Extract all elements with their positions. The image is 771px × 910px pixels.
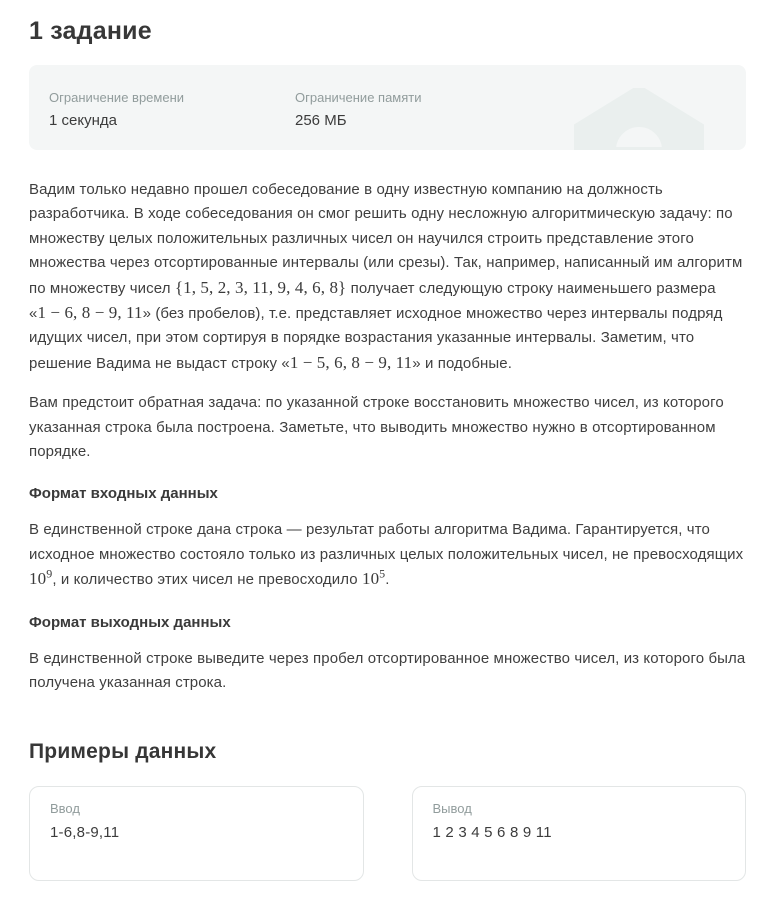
statement-text: » и подобные.	[412, 354, 513, 372]
statement-text: Вадим только недавно прошел собеседование в одну известную компанию на должность разработчика. В ходе собеседования он смог решить одну несложную алгоритмическую задачу: по множеству целых положительных различных чисел он научился строить представление этого множества через отсортированные интервалы (или срезы). Так, например, написанный им алгоритм по множеству чисел	[29, 181, 743, 297]
input-format-paragraph	[29, 518, 746, 592]
math-base: 10	[361, 569, 380, 589]
sample-input-label: Ввод	[50, 800, 80, 816]
problem-statement	[29, 178, 746, 696]
statement-text: В единственной строке дана строка — результат работы алгоритма Вадима. Гарантируется, что исходное множество состояло только из различных целых положительных чисел, не превосходящих	[29, 521, 744, 563]
memory-limit	[295, 90, 422, 130]
math-power-of-ten	[361, 566, 386, 589]
limits-card	[29, 65, 746, 150]
math-wrong-string: 1 − 5, 6, 8 − 9, 11	[289, 352, 413, 372]
statement-paragraph-1	[29, 178, 746, 376]
memory-limit-value: 256 МБ	[295, 112, 347, 129]
statement-text: .	[385, 571, 390, 589]
samples-heading: Примеры данных	[29, 739, 217, 763]
statement-paragraph-2: Вам предстоит обратная задача: по указанной строке восстановить множество чисел, из которого указанная строка была построена. Заметьте, что выводить множество нужно в отсортированном порядке.	[29, 394, 724, 461]
math-base: 10	[29, 569, 47, 589]
math-interval-string: 1 − 6, 8 − 9, 11	[37, 303, 143, 323]
sample-output-box	[412, 786, 747, 881]
memory-limit-label: Ограничение памяти	[295, 90, 422, 105]
math-power-of-ten	[29, 566, 53, 589]
samples-row	[29, 786, 746, 881]
output-format-heading: Формат выходных данных	[29, 613, 231, 631]
sample-output-label: Вывод	[432, 800, 472, 816]
sample-input-box	[29, 786, 364, 881]
statement-text: получает следующую строку наименьшего размера «	[29, 279, 716, 323]
math-set-notation: {1, 5, 2, 3, 11, 9, 4, 6, 8}	[174, 277, 347, 297]
sample-output-value: 1 2 3 4 5 6 8 9 11	[432, 823, 552, 841]
limits-row	[49, 90, 726, 130]
page-title: 1 задание	[29, 17, 152, 45]
time-limit	[49, 90, 295, 130]
input-format-heading: Формат входных данных	[29, 485, 218, 503]
statement-text: , и количество этих чисел не превосходило	[52, 571, 362, 589]
math-exponent: 9	[46, 566, 53, 581]
time-limit-value: 1 секунда	[49, 112, 117, 129]
statement-text: » (без пробелов), т.е. представляет исходное множество через интервалы подряд идущих чисел, при этом сортируя в порядке возрастания указанные интервалы. Заметим, что решение Вадима не выдаст строку «	[29, 305, 723, 372]
sample-input-value: 1-6,8-9,11	[50, 823, 120, 841]
math-exponent: 5	[379, 566, 386, 581]
output-format-paragraph: В единственной строке выведите через пробел отсортированное множество чисел, из которого была получена указанная строка.	[29, 649, 746, 692]
time-limit-label: Ограничение времени	[49, 90, 185, 105]
